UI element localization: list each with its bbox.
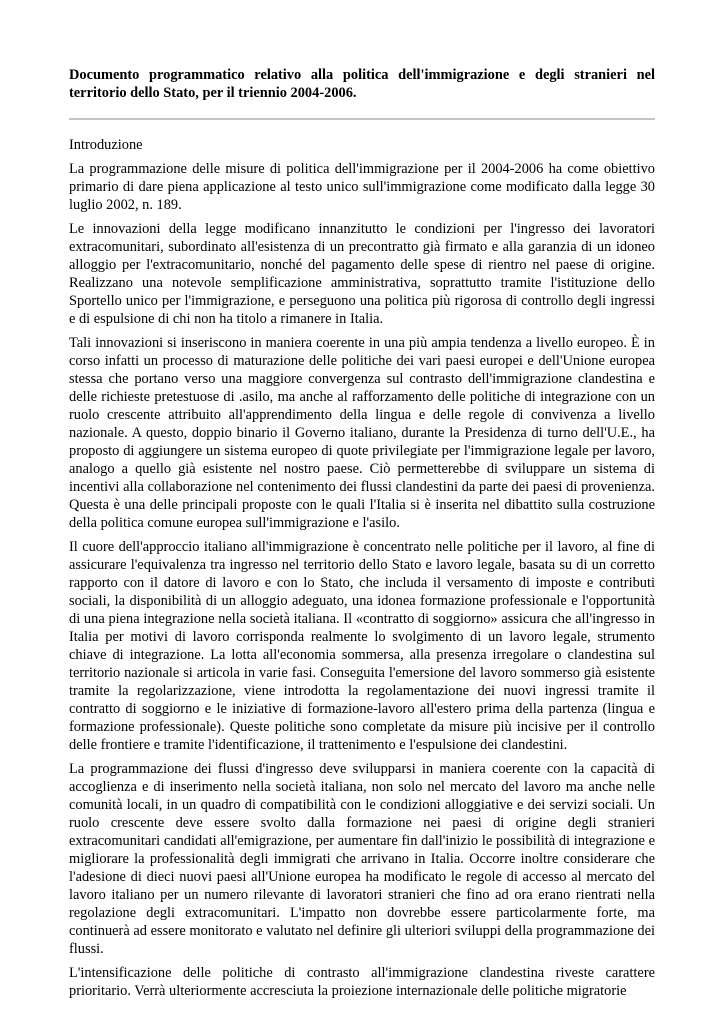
section-heading: Introduzione — [69, 137, 143, 153]
paragraph-2: Le innovazioni della legge modificano innanzitutto le condizioni per l'ingresso dei lavoratori extracomunitari, subordinato all'esistenza di un precontratto già firmato e alla garanzia di un idoneo alloggio per l'extracomunitario, nonché del pagamento delle spese di rientro nel paese di origine. Realizzano una notevole semplificazione amministrativa, soprattutto tramite l'istituzione dello Sportello unico per l'immigrazione, e perseguono una politica più rigorosa di controllo degli ingressi e di espulsione di chi non ha titolo a rimanere in Italia. — [69, 221, 655, 327]
paragraph-5: La programmazione dei flussi d'ingresso deve svilupparsi in maniera coerente con la capacità di accoglienza e di inserimento nella società italiana, non solo nel mercato del lavoro ma anche nelle comunità locali, in un quadro di compatibilità con le condizioni alloggiative e dei servizi sociali. Un ruolo crescente deve essere svolto dalla formazione nei paesi di origine degli stranieri extracomunitari candidati all'emigrazione, per aumentare fin dall'inizio le possibilità di integrazione e migliorare la professionalità degli immigrati che arrivano in Italia. Occorre inoltre considerare che l'adesione di dieci nuovi paesi all'Unione europea ha modificato le regole di accesso al mercato del lavoro italiano per un numero rilevante di lavoratori stranieri che fino ad ora erano rientrati nella regolazione degli extracomunitari. L'impatto non dovrebbe essere particolarmente forte, ma continuerà ad essere monitorato e valutato nel definire gli ulteriori sviluppi della programmazione dei flussi. — [69, 761, 655, 957]
document-title: Documento programmatico relativo alla politica dell'immigrazione e degli stranieri nel territorio dello Stato, per il triennio 2004-2006. — [69, 67, 655, 101]
paragraph-4: Il cuore dell'approccio italiano all'immigrazione è concentrato nelle politiche per il lavoro, al fine di assicurare l'equivalenza tra ingresso nel territorio dello Stato e lavoro legale, basata su di un corretto rapporto con il datore di lavoro e con lo Stato, che includa il versamento di imposte e contributi sociali, la disponibilità di un alloggio adeguato, una idonea formazione professionale e l'opportunità di una piena integrazione nella società italiana. Il «contratto di soggiorno» assicura che all'ingresso in Italia per motivi di lavoro corrisponda realmente lo svolgimento di un lavoro legale, strumento chiave di integrazione. La lotta all'economia sommersa, alla presenza irregolare o clandestina sul territorio nazionale si articola in varie fasi. Conseguita l'emersione del lavoro sommerso già esistente tramite la regolarizzazione, viene introdotta la regolamentazione dei nuovi ingressi tramite il contratto di soggiorno e le iniziative di formazione-lavoro all'estero prima della partenza (lingua e formazione professionale). Queste politiche sono completate da misure più incisive per il controllo delle frontiere e tramite l'identificazione, il trattenimento e l'espulsione dei clandestini. — [69, 539, 655, 753]
paragraph-6: L'intensificazione delle politiche di contrasto all'immigrazione clandestina riveste carattere prioritario. Verrà ulteriormente accresciuta la proiezione internazionale delle politiche migratorie — [69, 965, 655, 999]
paragraph-1: La programmazione delle misure di politica dell'immigrazione per il 2004-2006 ha come obiettivo primario di dare piena applicazione al testo unico sull'immigrazione come modificato dalla legge 30 luglio 2002, n. 189. — [69, 161, 655, 213]
document-page — [69, 66, 655, 1000]
paragraph-3: Tali innovazioni si inseriscono in maniera coerente in una più ampia tendenza a livello europeo. È in corso infatti un processo di maturazione delle politiche dei vari paesi europei e dell'Unione europea stessa che portano verso una maggiore convergenza sul contrasto dell'immigrazione clandestina e delle richieste pretestuose di .asilo, ma anche al rafforzamento delle politiche di integrazione con un ruolo crescente attribuito all'apprendimento della lingua e delle regole di convivenza a livello nazionale. A questo, doppio binario il Governo italiano, durante la Presidenza di turno dell'U.E., ha proposto di aggiungere un sistema europeo di quote privilegiate per l'immigrazione legale per lavoro, analogo a quello già esistente nel nostro paese. Ciò permetterebbe di sviluppare un sistema di incentivi alla collaborazione nel contenimento dei flussi clandestini da parte dei paesi di provenienza. Questa è una delle principali proposte con le quali l'Italia si è inserita nel dibattito sulla costruzione della politica comune europea sull'immigrazione e l'asilo. — [69, 335, 655, 531]
title-divider — [69, 118, 655, 120]
